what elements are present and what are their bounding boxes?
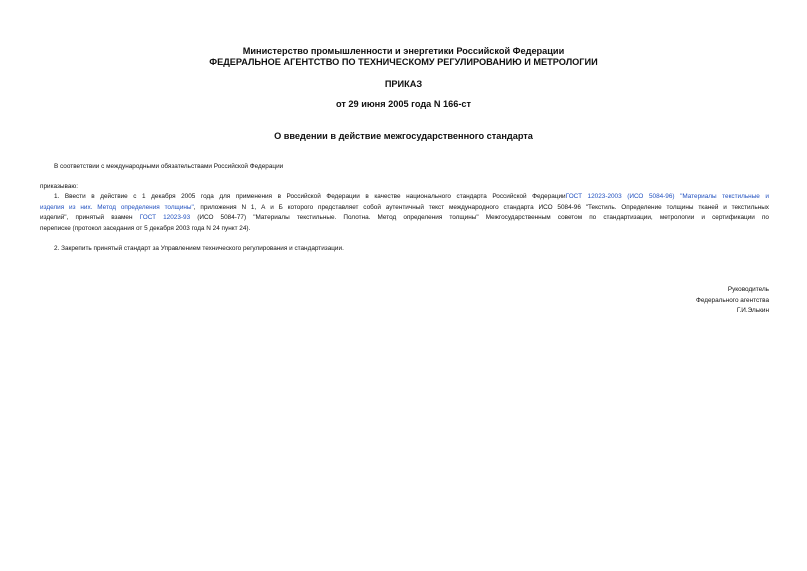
signature-name: Г.И.Элькин xyxy=(736,307,769,314)
preamble-text: В соответствии с международными обязательствами Российской Федерации xyxy=(54,163,284,170)
item-1-line-1 xyxy=(40,192,769,203)
item-1-text-d: (ИСО 5084-77) "Материалы текстильные. Полотна. Метод определения толщины" Межгосударственным советом по стандартизации, метрологии и сертификации по xyxy=(190,214,769,221)
item-2-paragraph: 2. Закрепить принятый стандарт за Управлением технического регулирования и стандартизации. xyxy=(54,245,344,252)
ministry-heading: Министерство промышленности и энергетики Российской Федерации xyxy=(242,46,565,56)
signature-block xyxy=(696,285,769,317)
item-1-text-c: изделий", принятый взамен xyxy=(40,214,140,221)
date-number-heading: от 29 июня 2005 года N 166-ст xyxy=(335,99,472,109)
gost-12023-2003-link-continued[interactable]: изделия из них. Метод определения толщины" xyxy=(40,203,194,211)
item-1-line-4: переписке (протокол заседания от 5 декабря 2003 года N 24 пункт 24). xyxy=(40,224,251,232)
document-type-heading: ПРИКАЗ xyxy=(384,79,423,89)
gost-12023-2003-link[interactable]: ГОСТ 12023-2003 (ИСО 5084-96) "Материалы текстильные и xyxy=(565,193,769,200)
gost-12023-93-link[interactable]: ГОСТ 12023-93 xyxy=(139,214,191,221)
item-1-paragraph xyxy=(40,192,769,234)
item-1-line-3 xyxy=(40,213,769,224)
agency-heading: ФЕДЕРАЛЬНОЕ АГЕНТСТВО ПО ТЕХНИЧЕСКОМУ РЕГУЛИРОВАНИЮ И МЕТРОЛОГИИ xyxy=(209,57,598,67)
order-word: приказываю: xyxy=(40,183,78,190)
item-1-line-2 xyxy=(40,203,769,214)
document-title: О введении в действие межгосударственного стандарта xyxy=(274,131,533,141)
signature-position-line-2: Федерального агентства xyxy=(695,296,769,304)
item-1-text-a: 1. Ввести в действие с 1 декабря 2005 года для применения в Российской Федерации в качестве национального стандарта Российской Федерации xyxy=(54,193,566,200)
signature-position-line-1: Руководитель xyxy=(727,286,769,293)
item-1-text-b: , приложения N 1, А и Б которого представляет собой аутентичный текст международного стандарта ИСО 5084-96 "Текстиль. Определение толщины тканей и текстильных xyxy=(193,203,769,211)
